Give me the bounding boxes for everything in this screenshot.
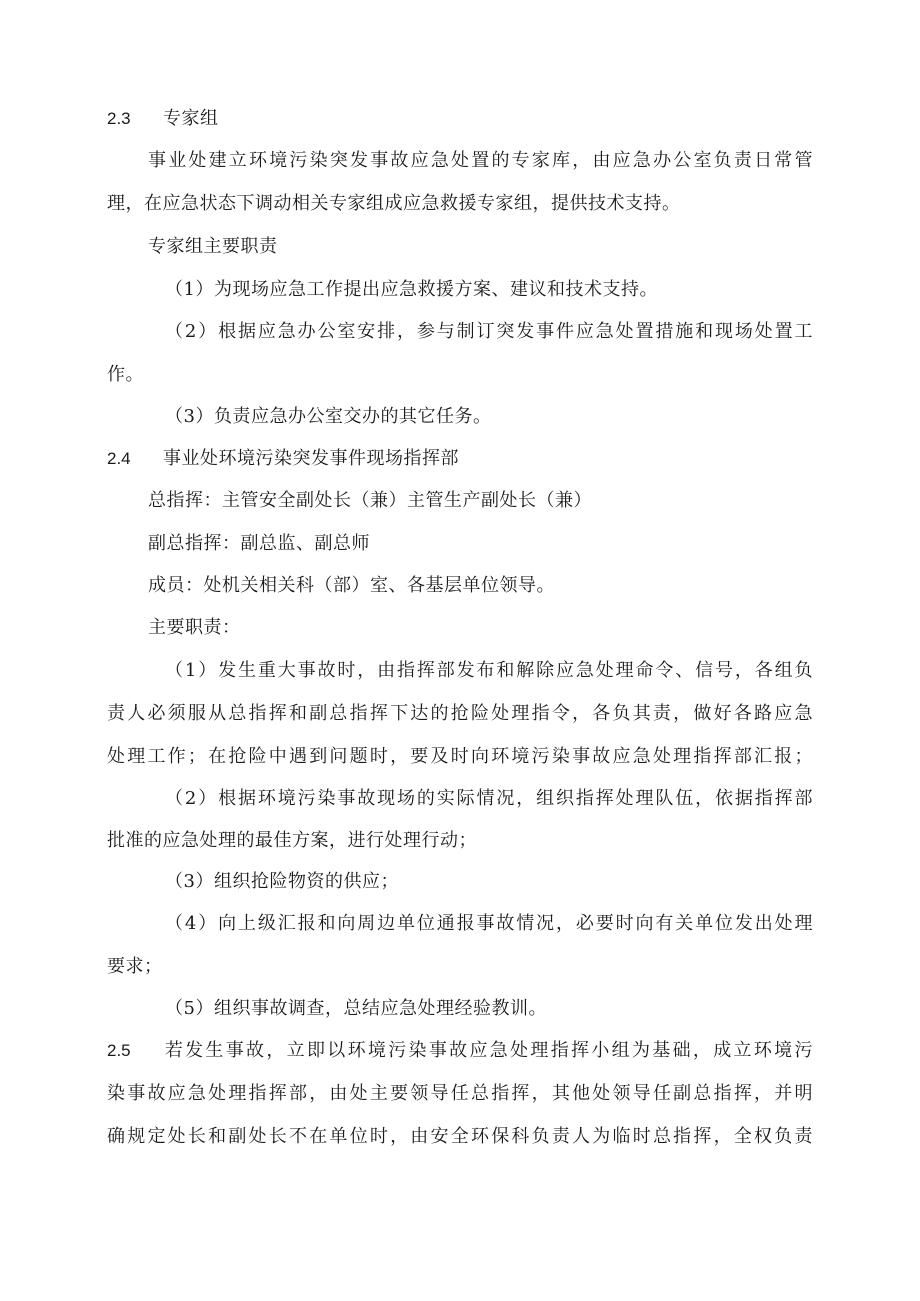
section-2-4-heading bbox=[107, 447, 813, 471]
deputy-line: 副总指挥：副总监、副总师 bbox=[148, 533, 370, 554]
subheading: 主要职责： bbox=[148, 617, 241, 638]
section-2-3-heading bbox=[107, 107, 813, 131]
subheading: 专家组主要职责 bbox=[148, 236, 278, 257]
duty-item: （3）负责应急办公室交办的其它任务。 bbox=[165, 406, 492, 427]
commander-line: 总指挥：主管安全副处长（兼）主管生产副处长（兼） bbox=[148, 490, 592, 511]
duty-item-continuation: 要求； bbox=[107, 956, 163, 977]
section-title: 事业处环境污染突发事件现场指挥部 bbox=[163, 448, 459, 469]
section-2-5-paragraph bbox=[107, 1039, 813, 1063]
paragraph-line: 事业处建立环境污染突发事故应急处置的专家库，由应急办公室负责日常管 bbox=[148, 150, 813, 171]
duty-item-continuation: 责人必须服从总指挥和副总指挥下达的抢险处理指令，各负其责，做好各路应急 bbox=[107, 703, 813, 724]
section-number: 2.5 bbox=[107, 1041, 131, 1060]
paragraph-line: 理，在应急状态下调动相关专家组成应急救援专家组，提供技术支持。 bbox=[107, 193, 681, 214]
paragraph-line: 确规定处长和副处长不在单位时，由安全环保科负责人为临时总指挥，全权负责 bbox=[107, 1126, 813, 1147]
duty-item-continuation: 处理工作；在抢险中遇到问题时，要及时向环境污染事故应急处理指挥部汇报； bbox=[107, 746, 813, 767]
duty-item: （2）根据应急办公室安排，参与制订突发事件应急处置措施和现场处置工 bbox=[165, 321, 813, 342]
duty-item: （1）为现场应急工作提出应急救援方案、建议和技术支持。 bbox=[165, 279, 658, 300]
duty-item: （2）根据环境污染事故现场的实际情况，组织指挥处理队伍，依据指挥部 bbox=[165, 788, 813, 809]
paragraph-text: 若发生事故，立即以环境污染事故应急处理指挥小组为基础，成立环境污 bbox=[163, 1040, 813, 1061]
duty-item: （3）组织抢险物资的供应； bbox=[165, 871, 399, 892]
section-number: 2.3 bbox=[107, 109, 131, 128]
members-line: 成员：处机关相关科（部）室、各基层单位领导。 bbox=[148, 575, 555, 596]
section-title: 专家组 bbox=[163, 108, 219, 129]
duty-item: （1）发生重大事故时，由指挥部发布和解除应急处理命令、信号，各组负 bbox=[165, 660, 813, 681]
section-number: 2.4 bbox=[107, 449, 131, 468]
duty-item: （5）组织事故调查，总结应急处理经验教训。 bbox=[165, 998, 547, 1019]
paragraph-line: 染事故应急处理指挥部，由处主要领导任总指挥，其他处领导任副总指挥，并明 bbox=[107, 1083, 813, 1104]
duty-item-continuation: 批准的应急处理的最佳方案，进行处理行动； bbox=[107, 830, 477, 851]
duty-item: （4）向上级汇报和向周边单位通报事故情况，必要时向有关单位发出处理 bbox=[165, 913, 813, 934]
duty-item-continuation: 作。 bbox=[107, 364, 144, 385]
